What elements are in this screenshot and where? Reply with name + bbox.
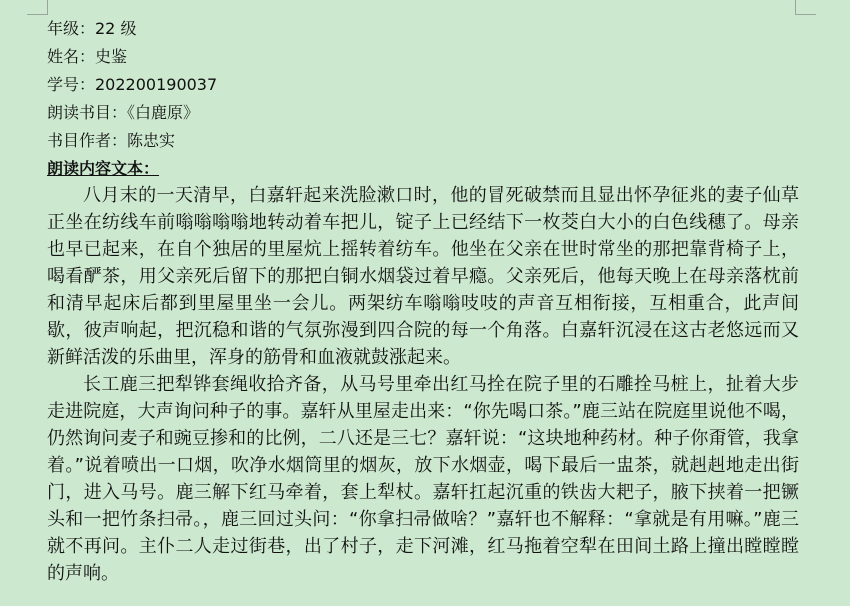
paragraph-2: 长工鹿三把犁铧套绳收拾齐备，从马号里牵出红马拴在院子里的石雕拴马桩上，扯着大步走进院庭，大声询问种子的事。嘉轩从里屋走出来：“你先喝口茶。”鹿三站在院庭里说他不喝，仍然询问麦子和豌豆掺和的比例，二八还是三七？嘉轩说：“这块地种药材。种子你甭管，我拿着。”说着喷出一口烟，吹净水烟筒里的烟灰，放下水烟壶，喝下最后一盅茶，就赳赳地走出街门，进入马号。鹿三解下红马牵着，套上犁杖。嘉轩扛起沉重的铁齿大耙子，腋下挟着一把镢头和一把竹条扫帚。，鹿三回过头问：“你拿扫帚做啥？”嘉轩也不解释：“拿就是有用嘛。”鹿三就不再问。主仆二人走过街巷，出了村子，走下河滩，红马拖着空犁在田间土路上撞出瞠瞠瞠的声响。: [47, 374, 799, 584]
page-corner-mark-right: [795, 0, 816, 15]
name-line: 姓名：史鉴: [47, 47, 128, 66]
document-body: [47, 15, 799, 587]
paragraph-1: 八月末的一天清早，白嘉轩起来洗脸漱口时，他的冒死破禁而且显出怀孕征兆的妻子仙草正坐在纺线车前嗡嗡嗡嗡地转动着车把儿，锭子上已经结下一枚茭白大小的白色线穗了。母亲也早已起来，在自个独居的里屋炕上摇转着纺车。他坐在父亲在世时常坐的那把靠背椅子上，喝看酽茶，用父亲死后留下的那把白铜水烟袋过着早瘾。父亲死后，他每天晚上在母亲落枕前和清早起床后都到里屋里坐一会儿。两架纺车嗡嗡吱吱的声音互相衔接，互相重合，此声间歇，彼声响起，把沉稳和谐的气氛弥漫到四合院的每一个角落。白嘉轩沉浸在这古老悠远而又新鲜活泼的乐曲里，浑身的筋骨和血液就鼓涨起来。: [47, 185, 799, 368]
book-title-line: 朗读书目：《白鹿原》: [47, 103, 200, 122]
grade-line: 年级：22 级: [47, 19, 137, 38]
reading-text-heading: 朗读内容文本：: [47, 159, 160, 178]
student-id-line: 学号：202200190037: [47, 75, 218, 94]
book-author-line: 书目作者：陈忠实: [47, 131, 176, 150]
page-corner-mark-left: [27, 0, 48, 15]
